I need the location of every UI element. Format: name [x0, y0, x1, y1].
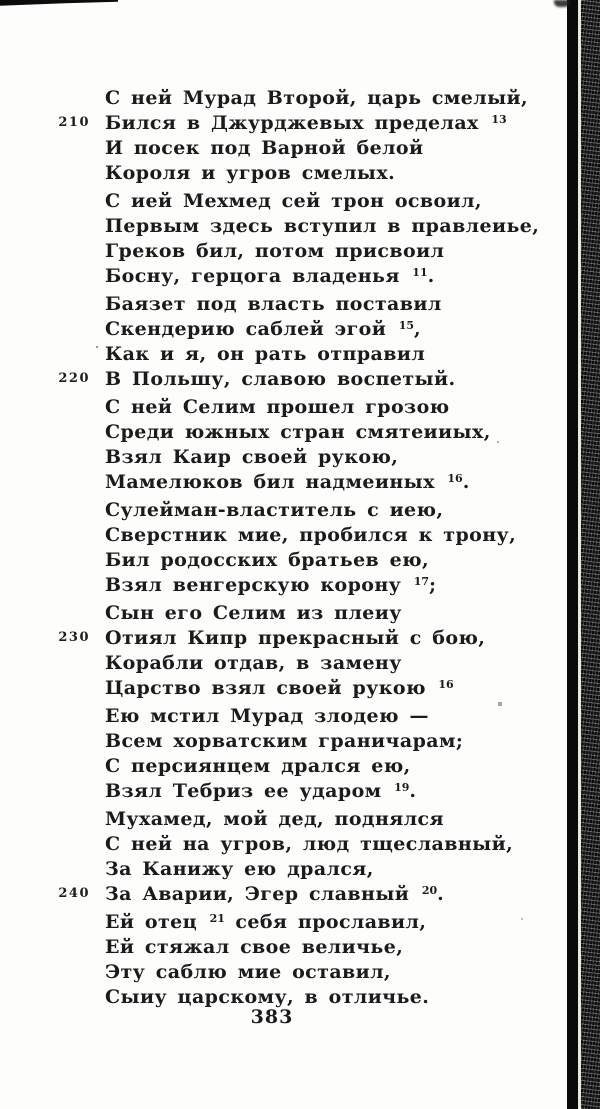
line-number: 210: [58, 115, 90, 130]
verse-text: Эту саблю мие оставил,: [105, 961, 391, 983]
verse-text: За Аварии, Эгер славный $^{20}$.: [105, 883, 445, 905]
footnote-ref: 19: [394, 781, 410, 794]
line-number: 220: [58, 371, 90, 386]
footnote-ref: 13: [491, 113, 507, 126]
verse-text: Сын его Селим из плеиу: [105, 602, 402, 624]
verse-line: [105, 832, 539, 857]
verse-line: [105, 498, 539, 523]
verse-line: [58, 626, 539, 651]
verse-text: За Канижу ею дрался,: [105, 858, 374, 880]
verse-text: Первым здесь вступил в правлеиье,: [105, 215, 540, 237]
stanza: [105, 395, 539, 495]
verse-line: [105, 470, 539, 495]
verse-text: Ею мстил Мурад злодею —: [105, 705, 429, 727]
verse-line: [105, 292, 539, 317]
verse-line: [105, 86, 539, 111]
stanza: [58, 807, 539, 907]
verse-line: [105, 704, 539, 729]
verse-text: Ей отец $^{21}$ себя прославил,: [105, 911, 427, 933]
verse-line: [105, 857, 539, 882]
footnote-ref: 15: [398, 319, 415, 332]
verse-text: Отиял Кипр прекрасный с бою,: [105, 627, 486, 649]
verse-text: Бил родосских братьев ею,: [105, 549, 430, 571]
stanza: [105, 498, 539, 598]
verse-line: [105, 960, 539, 985]
stanza: [58, 292, 539, 392]
verse-line: [105, 729, 539, 754]
verse-text: С ней Селим прошел грозою: [105, 396, 450, 418]
stanza: [58, 86, 539, 186]
verse-text: Всем хорватским граничарам;: [105, 730, 464, 752]
footnote-ref: 21: [209, 912, 225, 925]
verse-line: [105, 317, 539, 342]
verse-line: [105, 264, 539, 289]
verse-line: [58, 367, 539, 392]
stanza: [105, 189, 539, 289]
scan-smudge-top-right: [554, 0, 570, 7]
verse-text: Греков бил, потом присвоил: [105, 240, 445, 262]
stanza: [58, 601, 539, 701]
verse-line: [58, 111, 539, 136]
verse-text: Мухамед, мой дед, поднялся: [105, 808, 444, 830]
verse-line: [105, 573, 539, 598]
verse-text: Босну, герцога владенья $^{11}$.: [105, 265, 435, 287]
footnote-ref: 11: [412, 266, 428, 279]
verse-line: [105, 189, 539, 214]
verse-text: Взял Каир своей рукою,: [105, 446, 399, 468]
verse-text: Сулейман-властитель с иею,: [105, 499, 444, 521]
verse-text: Ей стяжал свое величье,: [105, 936, 404, 958]
footnote-ref: 17: [413, 575, 430, 588]
verse-text: Баязет под власть поставил: [105, 293, 442, 315]
verse-text: С ней Мурад Второй, царь смелый,: [105, 87, 529, 109]
footnote-ref: 16: [447, 472, 463, 485]
verse-text: В Польшу, славою воспетый.: [105, 368, 456, 390]
verse-line: [105, 779, 539, 804]
gutter-speckle-texture: [581, 0, 600, 1109]
scan-edge-top: [0, 0, 118, 6]
line-number: 240: [58, 886, 90, 901]
verse-line: [105, 548, 539, 573]
verse-text: Взял венгерскую корону $^{17}$;: [105, 574, 437, 596]
verse-line: [105, 523, 539, 548]
verse-line: [105, 935, 539, 960]
verse-line: [105, 214, 539, 239]
page-number: 383: [250, 1006, 294, 1028]
verse-text: С персиянцем дрался ею,: [105, 755, 411, 777]
verse-line: [105, 420, 539, 445]
scan-dust-specks: [0, 0, 2, 2]
verse-text: Как и я, он рать отправил: [105, 343, 426, 365]
verse-line: [105, 676, 539, 701]
verse-text: И посек под Варной белой: [105, 137, 424, 159]
verse-line: [105, 601, 539, 626]
verse-text: Скендерию саблей эгой $^{15}$,: [105, 318, 422, 340]
verse-text: Бился в Джурджевых пределах $^{13}$: [105, 112, 507, 134]
gutter-black-band: [567, 0, 578, 1109]
verse-line: [105, 754, 539, 779]
verse-text: С ней на угров, люд тщеславный,: [105, 833, 514, 855]
verse-line: [105, 651, 539, 676]
footnote-ref: 20: [421, 884, 438, 897]
verse-line: [105, 161, 539, 186]
verse-line: [105, 807, 539, 832]
verse-line: [105, 342, 539, 367]
verse-text: Сверстник мие, пробился к трону,: [105, 524, 517, 546]
verse-text: Корабли отдав, в замену: [105, 652, 402, 674]
verse-text: Царство взял своей рукою $^{16}$: [105, 677, 454, 699]
verse-line: [105, 445, 539, 470]
stanza: [105, 704, 539, 804]
verse-text: Мамелюков бил надмеиных $^{16}$.: [105, 471, 470, 493]
verse-text: Сыиу царскому, в отличье.: [105, 986, 430, 1008]
verse-line: [105, 910, 539, 935]
footnote-ref: 16: [438, 678, 454, 691]
verse-text: Короля и угров смелых.: [105, 162, 396, 184]
verse-text: С ией Мехмед сей трон освоил,: [105, 190, 482, 212]
verse-line: [105, 136, 539, 161]
verse-text: Взял Тебриз ее ударом $^{19}$.: [105, 780, 417, 802]
book-gutter-shadow: [567, 0, 600, 1109]
verse-line: [58, 882, 539, 907]
verse-line: [105, 239, 539, 264]
verse-text: Среди южных стран смятеииых,: [105, 421, 491, 443]
verse-line: [105, 395, 539, 420]
stanza: [105, 910, 539, 1010]
poem-text: [58, 86, 540, 1013]
line-number: 230: [58, 630, 90, 645]
